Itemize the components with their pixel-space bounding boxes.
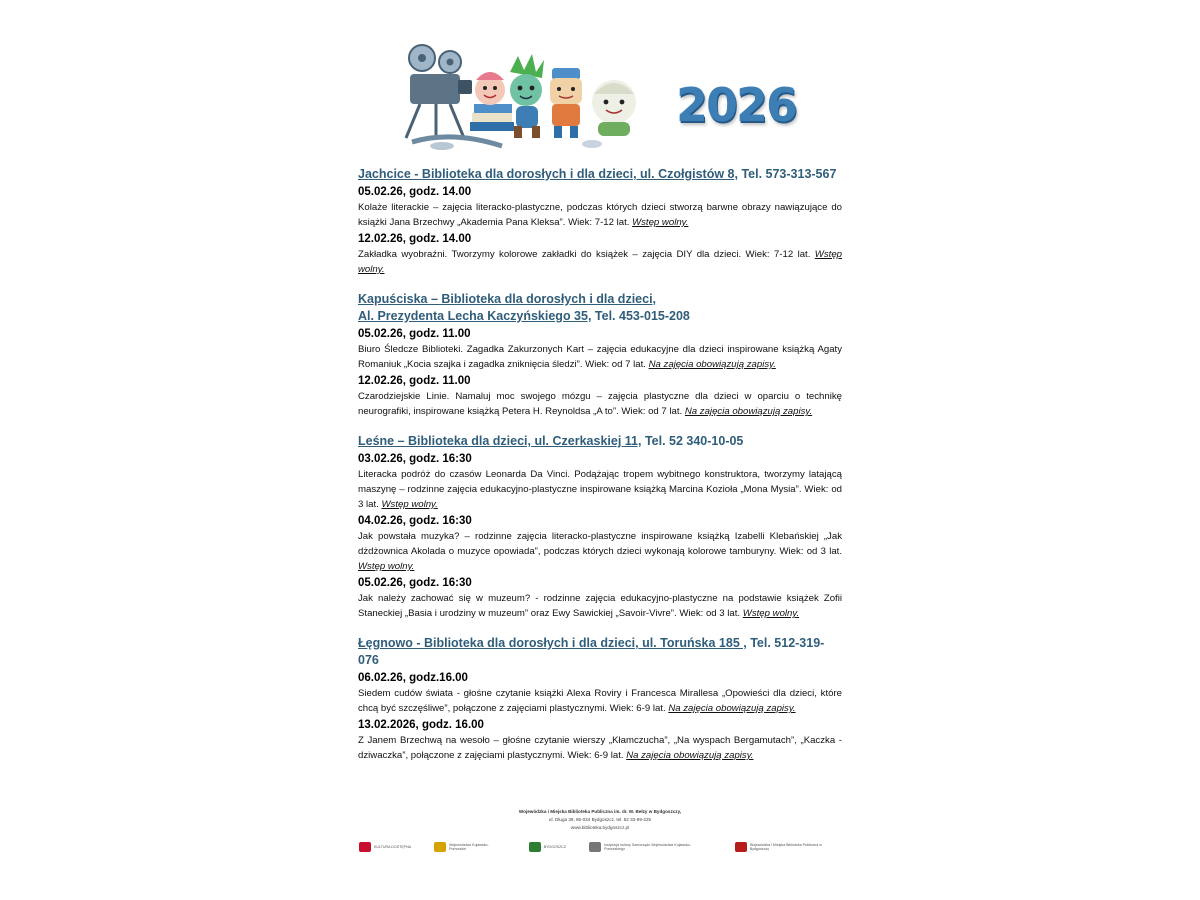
branch-title-link[interactable]: Jachcice - Biblioteka dla dorosłych i dla dzieci, ul. Czołgistów 8, [358, 167, 738, 181]
event-date: 12.02.26, godz. 14.00 [358, 233, 472, 245]
branches-list [358, 166, 842, 763]
branch-title [358, 635, 842, 669]
year-title: 2026 [676, 78, 797, 132]
kultura-dostepna-logo-mark-icon [358, 840, 372, 854]
event-admission-note: Na zajęcia obowiązują zapisy. [626, 750, 754, 761]
event-description [358, 467, 842, 512]
event-date: 04.02.26, godz. 16:30 [358, 515, 472, 527]
branch-phone: Tel. 453-015-208 [591, 309, 690, 323]
event-description [358, 686, 842, 716]
event-description-text: Z Janem Brzechwą na wesoło – głośne czytanie wierszy „Kłamczucha”, „Na wyspach Bergamutach”, „Kaczka -dziwaczka”, połączone z zajęciami plastycznymi. Wiek: 6-9 lat. [358, 735, 842, 761]
event-date: 13.02.2026, godz. 16.00 [358, 719, 484, 731]
event-description-text: Czarodziejskie Linie. Namaluj moc swojego mózgu – zajęcia plastyczne dla dzieci w oparciu o technikę neurografiki, inspirowane książką Petera H. Reynoldsa „A to”. Wiek: od 7 lat. [358, 391, 842, 417]
event-description [358, 200, 842, 230]
event-description-text: Siedem cudów świata - głośne czytanie książki Alexa Roviry i Francesca Mirallesa „Opowieści dla dzieci, które chcą być szczęśliwe”, połączone z zajęciami plastycznymi. Wiek: 6-9 lat. [358, 688, 842, 714]
kultura-dostepna-logo [358, 840, 411, 854]
branch-title [358, 166, 842, 183]
document-page [358, 40, 842, 763]
wimbp-logo [734, 840, 842, 854]
footer-website: www.biblioteka.bydgoszcz.pl [570, 825, 630, 830]
branch-title [358, 291, 842, 325]
branch-title-link[interactable]: Leśne – Biblioteka dla dzieci, ul. Czerkaskiej 11, [358, 434, 642, 448]
branch-phone: Tel. 573-313-567 [737, 167, 837, 181]
instytucja-logo [588, 840, 712, 854]
branch-section [358, 433, 842, 621]
event-admission-note: Na zajęcia obowiązują zapisy. [684, 406, 813, 417]
logo-caption: KULTURA DOSTĘPNA [374, 845, 412, 849]
event-description-text: Kolaże literackie – zajęcia literacko-plastyczne, podczas których dzieci stworzą barwne obrazy nawiązujące do książki Jana Brzechwy „Akademia Pana Kleksa”. Wiek: 7-12 lat. [358, 202, 842, 228]
orange-character-icon [550, 68, 582, 138]
event-date: 05.02.26, godz. 11.00 [358, 328, 471, 340]
event-date: 12.02.26, godz. 11.00 [358, 375, 471, 387]
footer-address: ul. Długa 39, 85-034 Bydgoszcz, tel. 52 33-99-225 [548, 817, 652, 822]
branch-title-link[interactable]: Łęgnowo - Biblioteka dla dorosłych i dla dzieci, ul. Toruńska 185 , [358, 636, 747, 650]
event-description-text: Biuro Śledcze Biblioteki. Zagadka Zakurzonych Kart – zajęcia edukacyjne dla dzieci inspirowane książką Agaty Romaniuk „Kocia szajka i zagadka zniknięcia śledzi”. Wiek: od 7 lat. [358, 344, 842, 370]
bydgoszcz-logo-mark-icon [528, 840, 542, 854]
wimbp-logo-mark-icon [734, 840, 748, 854]
branch-address-link[interactable]: Al. Prezydenta Lecha Kaczyńskiego 35, [358, 309, 592, 323]
logo-caption: Wojewódzka i Miejska Biblioteka Publiczna w Bydgoszczy [749, 843, 822, 851]
branch-section [358, 166, 842, 277]
event-description [358, 389, 842, 419]
pink-character-icon [475, 72, 505, 105]
event-description [358, 733, 842, 763]
branch-section [358, 291, 842, 419]
branch-section [358, 635, 842, 763]
event-admission-note: Wstęp wolny. [742, 608, 800, 619]
wojewodztwo-logo-mark-icon [433, 840, 447, 854]
branch-phone: Tel. 512-319-076 [358, 636, 825, 667]
event-date: 05.02.26, godz. 16:30 [358, 577, 472, 589]
book-stack-icon [470, 104, 514, 131]
event-date: 05.02.26, godz. 14.00 [358, 186, 472, 198]
event-description [358, 342, 842, 372]
event-description-text: Zakładka wyobraźni. Tworzymy kolorowe zakładki do książek – zajęcia DIY dla dzieci. Wiek: 7-12 lat. [358, 249, 815, 260]
event-admission-note: Wstęp wolny. [358, 561, 415, 572]
event-description [358, 247, 842, 277]
white-character-icon [582, 80, 636, 148]
logo-caption: BYDGOSZCZ [543, 845, 567, 849]
event-description-text: Literacka podróż do czasów Leonarda Da Vinci. Podążając tropem wybitnego konstruktora, tworzymy latającą maszynę – rodzinne zajęcia edukacyjno-plastyczne inspirowane książką Marcina Kozioła „Mona Mysia”. Wiek: od 3 lat. [358, 469, 842, 510]
bydgoszcz-logo [528, 840, 566, 854]
event-description-text: Jak powstała muzyka? – rodzinne zajęcia literacko-plastyczne inspirowane książką Izabelli Klebańskiej „Jak dżdżownica Akolada o muzyce opowiada”, podczas których dzieci wykonają kolorowe tamburyny. Wiek: od 3 lat. [358, 531, 842, 557]
event-description [358, 591, 842, 621]
event-admission-note: Na zajęcia obowiązują zapisy. [648, 359, 776, 370]
event-admission-note: Wstęp wolny. [358, 249, 842, 275]
logo-caption: Województwo Kujawsko-Pomorskie [449, 843, 489, 851]
footer-library-name: Wojewódzka i Miejska Biblioteka Publiczna im. dr. W. Bełzy w Bydgoszczy, [518, 809, 682, 814]
footer [358, 808, 842, 854]
event-admission-note: Wstęp wolny. [381, 499, 438, 510]
sponsor-logos [358, 840, 842, 854]
event-admission-note: Na zajęcia obowiązują zapisy. [668, 703, 796, 714]
event-description-text: Jak należy zachować się w muzeum? - rodzinne zajęcia edukacyjno-plastyczne na podstawie książek Zofii Staneckiej „Basia i urodziny w muzeum” oraz Ewy Sawickiej „Savoir-Vivre”. Wiek: od 3 lat. [358, 593, 842, 619]
branch-phone: Tel. 52 340-10-05 [641, 434, 744, 448]
header-banner [358, 40, 842, 158]
logo-caption: Instytucja kultury Samorządu Województwa Kujawsko-Pomorskiego [604, 843, 691, 851]
branch-title [358, 433, 842, 450]
instytucja-logo-mark-icon [588, 840, 602, 854]
event-description [358, 529, 842, 574]
event-admission-note: Wstęp wolny. [632, 217, 689, 228]
green-character-icon [510, 54, 544, 138]
cartoon-characters-illustration [392, 42, 642, 154]
event-date: 06.02.26, godz.16.00 [358, 672, 468, 684]
event-date: 03.02.26, godz. 16:30 [358, 453, 472, 465]
wojewodztwo-logo [433, 840, 506, 854]
branch-title-link[interactable]: Kapuściska – Biblioteka dla dorosłych i dla dzieci, [358, 292, 657, 306]
